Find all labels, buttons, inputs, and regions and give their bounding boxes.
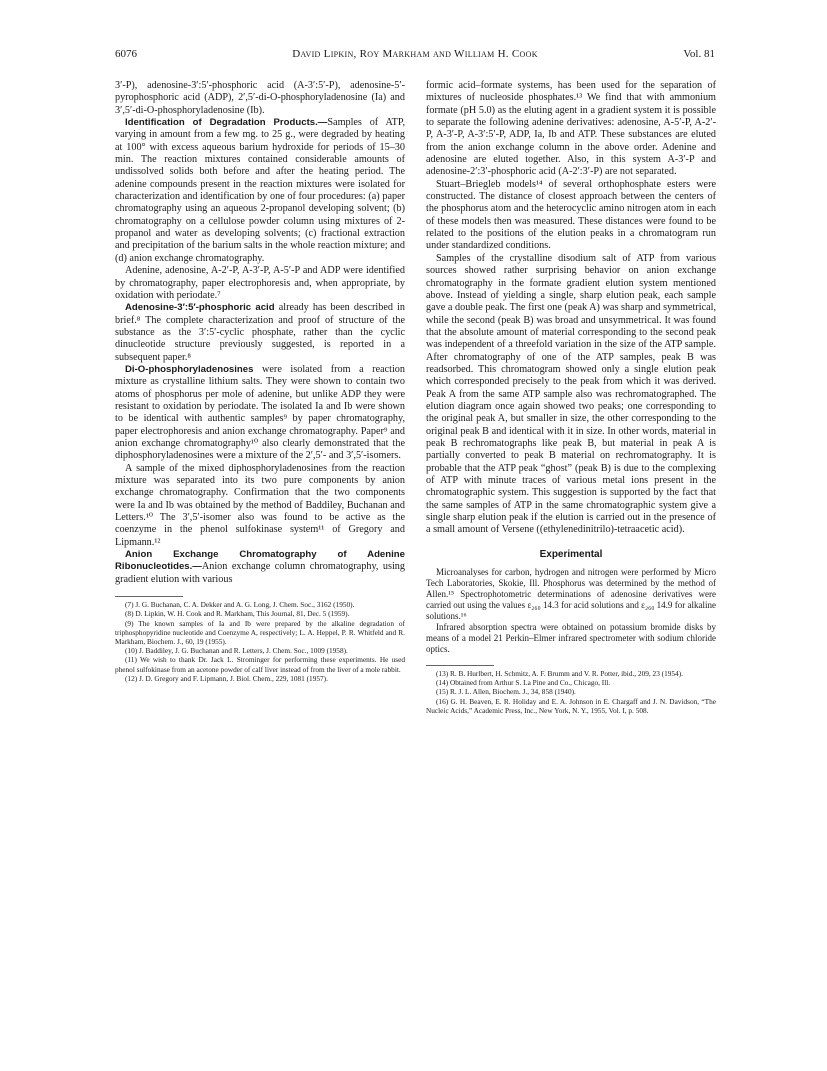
footnote: (13) R. B. Hurlbert, H. Schmitz, A. F. Brumm and V. R. Potter, ibid., 209, 23 (1954).	[436, 669, 683, 679]
footnote: (7) J. G. Buchanan, C. A. Dekker and A. G. Long, J. Chem. Soc., 3162 (1950).	[125, 600, 355, 610]
footnote: (9) The known samples of Ia and Ib were prepared by the alkaline degradation of triphosphopyridine nucleotide and Coenzyme A, respectively; L. A. Heppel, P. R. Whitfeld and R. Markham, Biochem. J., 60, 19 (1955).	[115, 618, 405, 646]
running-header	[115, 46, 715, 62]
page-number: 6076	[115, 48, 137, 60]
section-run-in-heading: Adenosine-3′:5′-phosphoric acid	[125, 302, 275, 314]
paragraph: Adenine, adenosine, A-2′-P, A-3′-P, A-5′-P and ADP were identified by chromatography, paper electrophoresis and, when appropriate, by oxidation with periodate.⁷	[115, 265, 405, 301]
paragraph: 3′-P), adenosine-3′:5′-phosphoric acid (A-3′:5′-P), adenosine-5′-pyrophosphoric acid (ADP), 2′,5′-di-O-phosphoryladenosine (Ia) and 3′,5′-di-O-phosphoryladenosine (Ib).	[115, 80, 405, 116]
section-run-in-heading: Identification of Degradation Products.—	[125, 117, 328, 129]
footnote: (16) G. H. Beaven, E. R. Holiday and E. A. Johnson in E. Chargaff and J. N. Davidson, “The Nucleic Acids,” Academic Press, Inc., New York, N. Y., 1955, Vol. I, p. 508.	[426, 696, 716, 715]
section-heading-experimental: Experimental	[539, 548, 603, 560]
volume-label: Vol. 81	[683, 48, 715, 60]
left-column	[115, 80, 405, 683]
paragraph: Stuart–Briegleb models¹⁴ of several orthophosphate esters were constructed. The distance of closest approach between the centers of the phosphorus atom and the heterocyclic amino nitrogen atom in each of these models then was measured. These distances were found to be related to the positions of the elution peaks in a chromatogram run under standardized conditions.	[426, 178, 716, 252]
footnote: (12) J. D. Gregory and F. Lipmann, J. Biol. Chem., 229, 1081 (1957).	[125, 673, 328, 683]
paragraph: Microanalyses for carbon, hydrogen and nitrogen were performed by Micro Tech Laboratories, Skokie, Ill. Phosphorus was determined by the method of Allen.¹⁵ Spectrophotometric determinations of adenosine derivatives were carried out using the values ε₂₆₀ 14.3 for acid solutions and ε₂₆₀ 14.9 for alkaline solutions.¹⁶	[426, 567, 716, 622]
paragraph: Adenosine-3′:5′-phosphoric acid already has been described in brief.⁸ The complete characterization and proof of structure of the substance as the 3′:5′-cyclic phosphate, rather than the cyclic dinucleotide structure previously suggested, is reported in a subsequent paper.⁸	[115, 302, 405, 363]
footnote-divider	[115, 596, 183, 597]
footnotes-left	[115, 600, 405, 683]
footnote: (8) D. Lipkin, W. H. Cook and R. Markham, This Journal, 81, Dec. 5 (1959).	[125, 609, 350, 619]
footnote: (11) We wish to thank Dr. Jack L. Strominger for performing these experiments. He used phenol sulfokinase from an acetone powder of calf liver instead of from the liver of a mole rabbit.	[115, 655, 405, 674]
paragraph: formic acid–formate systems, has been used for the separation of mixtures of nucleoside phosphates.¹³ We find that with ammonium formate (pH 5.0) as the eluting agent in a gradient system it is possible to separate the following adenine derivatives: adenosine, A-5′-P, A-2′-P, A-3′-P, A-3′:5′-P, ADP, Ia, Ib and ATP. These substances are eluted from the anion exchange column in the above order. Adenine and adenosine are eluted together. Also, in this system A-3′-P and adenosine-2′:3′-phosphoric acid (A-2′:3′-P) are not separated.	[426, 80, 716, 178]
running-title-authors: David Lipkin, Roy Markham and William H. Cook	[292, 48, 538, 60]
right-column	[426, 80, 716, 715]
paragraph: Samples of the crystalline disodium salt of ATP from various sources showed rather surprising behavior on anion exchange chromatography in the formate gradient elution system mentioned above. Instead of yielding a single, sharp elution peak, each sample gave a double peak. The first one (peak A) was sharp and symmetrical, while the second (peak B) was broad and unsymmetrical. It was found that the absolute amount of material corresponding to the second peak was independent of a threefold variation in the size of the ATP sample. After chromatography of one of the ATP samples, peak B was readsorbed. This chromatogram showed only a single elution peak which corresponded precisely to the peak from which it was derived. Peak A from the same ATP sample also was rechromatographed. The elution diagram once again showed two peaks; one corresponding to the original peak A, but smaller in size, the other corresponding to the original peak B and identical with it in size. In other words, material in peak B rechromatographs like peak B, but material in peak A is partially converted to peak B material on rechromatography. It is probable that the ATP peak “ghost” (peak B) is due to the complexing of ATP with minute traces of various metal ions present in the chromatographic system. This suggestion is supported by the fact that the same samples of ATP in the same chromatographic system give a single sharp elution peak if the elution is carried out in the presence of a small amount of Versene ((ethylenedinitrilo)-tetraacetic acid).	[426, 252, 716, 536]
paragraph: A sample of the mixed diphosphoryladenosines from the reaction mixture was separated into its two pure components by anion exchange chromatography. Confirmation that the two components were Ia and Ib was obtained by the method of Baddiley, Buchanan and Letters.¹⁰ The 3′,5′-isomer also was found to be active as the coenzyme in the phenol sulfokinase system¹¹ of Gregory and Lipmann.¹²	[115, 462, 405, 548]
paragraph: Identification of Degradation Products.—Samples of ATP, varying in amount from a few mg. to 25 g., were degraded by heating at 100° with excess aqueous barium hydroxide for periods of 15–30 min. The reaction mixtures contained considerable amounts of undissolved solids both before and after the heating period. The adenine compounds present in the reaction mixtures were isolated for characterization and identification by one of four procedures: (a) paper chromatography using an aqueous 2-propanol developing solvent; (b) chromatography on a cellulose powder column using mixtures of 2-propanol and water as developing solvents; (c) fractional extraction and precipitation of the barium salts in the whole reaction mixture; and (d) anion exchange chromatography.	[115, 117, 405, 264]
footnote: (15) R. J. L. Allen, Biochem. J., 34, 858 (1940).	[436, 687, 576, 697]
footnote: (10) J. Baddiley, J. G. Buchanan and R. Letters, J. Chem. Soc., 1009 (1958).	[125, 646, 348, 656]
paragraph: Anion Exchange Chromatography of Adenine Ribonucleotides.—Anion exchange column chromatography, using gradient elution with various	[115, 549, 405, 585]
footnote-divider	[426, 665, 494, 666]
paragraph: Di-O-phosphoryladenosines were isolated from a reaction mixture as crystalline lithium salts. They were shown to contain two atoms of phosphorus per mole of adenine, but unlike ADP they were resistant to oxidation by periodate. The isolated Ia and Ib were shown to be identical with authentic samples⁹ by paper chromatography, paper electrophoresis and anion exchange chromatography. Paper⁹ and anion exchange chromatography¹⁰ also clearly demonstrated that the diphosphoryladenosines were a mixture of the 2′,5′- and 3′,5′-isomers.	[115, 363, 405, 462]
footnotes-right	[426, 669, 716, 715]
section-run-in-heading: Di-O-phosphoryladenosines	[125, 363, 254, 375]
footnote: (14) Obtained from Arthur S. La Pine and Co., Chicago, Ill.	[436, 678, 611, 688]
section-run-in-heading: Anion Exchange Chromatography of Adenine Ribonucleotides.—	[115, 549, 405, 573]
paragraph: Infrared absorption spectra were obtained on potassium bromide disks by means of a model 21 Perkin–Elmer infrared spectrometer with sodium chloride optics.	[426, 622, 716, 655]
